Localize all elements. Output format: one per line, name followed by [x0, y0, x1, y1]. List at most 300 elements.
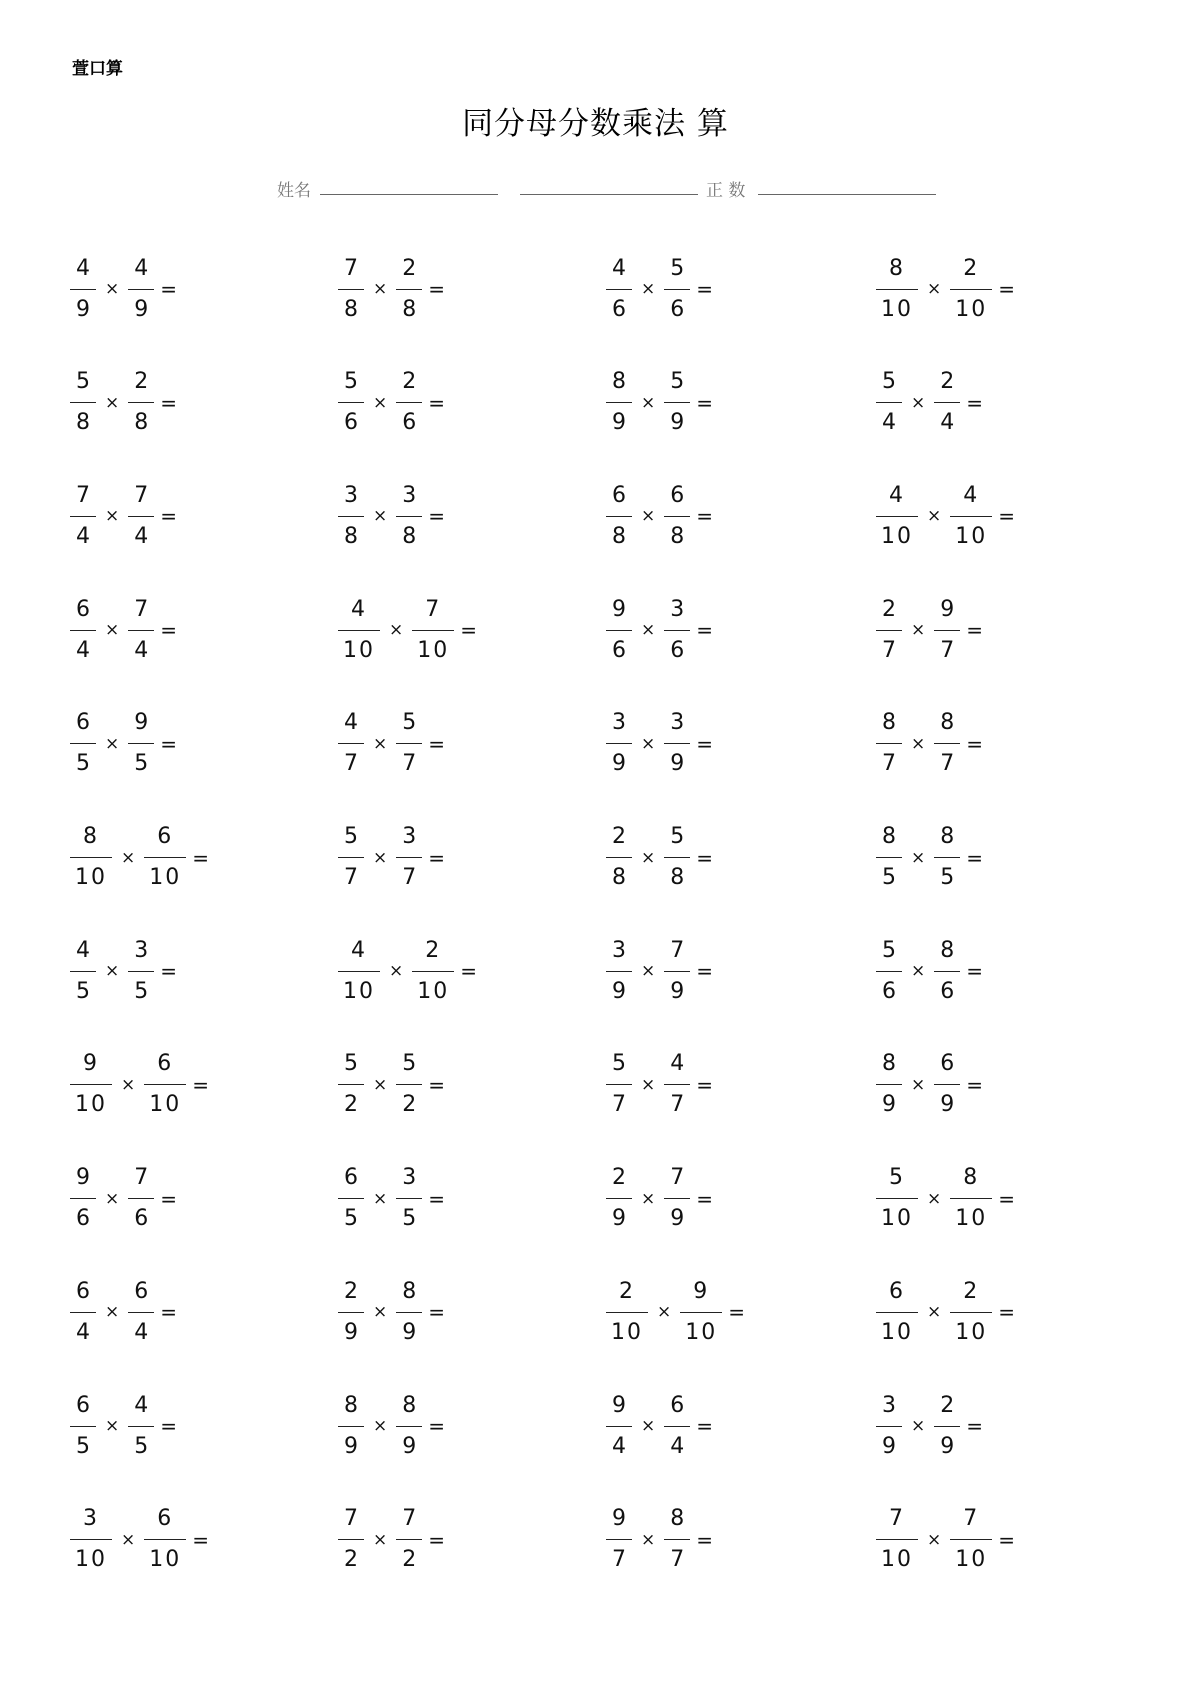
- equals-sign: =: [160, 504, 178, 529]
- fraction-numerator: 5: [889, 1165, 905, 1191]
- multiply-sign: ×: [373, 1188, 388, 1209]
- fraction-numerator: 4: [351, 937, 367, 963]
- fraction-bar: [70, 743, 96, 744]
- fraction-denominator: 9: [402, 1319, 417, 1345]
- fraction-bar: [606, 743, 632, 744]
- fraction-bar: [338, 289, 364, 290]
- problem-item: [338, 1156, 445, 1242]
- first-fraction: [876, 822, 902, 893]
- fraction-denominator: 2: [344, 1092, 358, 1118]
- fraction-numerator: 9: [134, 710, 149, 736]
- equals-sign: =: [160, 390, 178, 415]
- fraction-denominator: 8: [134, 410, 149, 436]
- fraction-numerator: 3: [344, 482, 358, 508]
- fraction-numerator: 9: [940, 596, 955, 622]
- fraction-numerator: 3: [402, 824, 417, 849]
- equals-sign: =: [696, 845, 714, 870]
- fraction-numerator: 6: [612, 482, 626, 508]
- multiply-sign: ×: [105, 506, 120, 527]
- equals-sign: =: [966, 731, 984, 756]
- fraction-numerator: 8: [940, 710, 955, 736]
- fraction-numerator: 4: [344, 710, 358, 736]
- multiply-sign: ×: [911, 1416, 926, 1436]
- fraction-bar: [70, 971, 96, 972]
- fraction-bar: [338, 516, 364, 517]
- equals-sign: =: [696, 390, 714, 415]
- fraction-numerator: 6: [134, 1278, 149, 1304]
- fraction-numerator: 7: [344, 1506, 358, 1532]
- multiply-sign: ×: [641, 1416, 656, 1436]
- first-fraction: [338, 1049, 364, 1120]
- equals-sign: =: [428, 1186, 446, 1211]
- second-fraction: [664, 936, 690, 1007]
- fraction-denominator: 10: [75, 865, 107, 890]
- first-fraction: [876, 1504, 918, 1575]
- second-fraction: [128, 595, 154, 666]
- fraction-denominator: 8: [670, 865, 685, 890]
- worksheet-header-label: 萱口算: [72, 59, 123, 79]
- fraction-bar: [934, 402, 960, 403]
- fraction-bar: [876, 857, 902, 858]
- equals-sign: =: [696, 504, 714, 529]
- fraction-bar: [606, 857, 632, 858]
- fraction-denominator: 5: [134, 1433, 149, 1459]
- multiply-sign: ×: [105, 620, 120, 641]
- problem-item: [70, 587, 177, 673]
- fraction-numerator: 2: [402, 255, 417, 281]
- fraction-denominator: 8: [402, 523, 417, 549]
- problem-item: [338, 928, 477, 1014]
- multiply-sign: ×: [927, 1302, 942, 1323]
- fraction-denominator: 7: [882, 751, 896, 777]
- fraction-denominator: 4: [134, 637, 149, 663]
- problem-item: [876, 1383, 983, 1469]
- student-info-row: [0, 176, 1191, 200]
- second-fraction: [128, 708, 154, 779]
- second-fraction: [128, 1391, 154, 1462]
- fraction-bar: [876, 1539, 918, 1540]
- fraction-denominator: 7: [612, 1092, 626, 1118]
- problem-item: [606, 1497, 713, 1583]
- problem-item: [876, 1497, 1015, 1583]
- fraction-bar: [606, 971, 632, 972]
- problem-item: [876, 473, 1015, 559]
- fraction-numerator: 9: [83, 1051, 99, 1077]
- problem-item: [70, 1269, 177, 1355]
- multiply-sign: ×: [911, 392, 926, 413]
- fraction-numerator: 8: [612, 369, 626, 395]
- fraction-denominator: 6: [670, 637, 685, 663]
- equals-sign: =: [966, 618, 984, 643]
- second-fraction: [128, 1163, 154, 1234]
- fraction-denominator: 10: [611, 1319, 643, 1345]
- multiply-sign: ×: [373, 506, 388, 527]
- problem-item: [338, 473, 445, 559]
- fraction-bar: [396, 289, 422, 290]
- problem-item: [876, 246, 1015, 332]
- second-fraction: [144, 822, 186, 893]
- fraction-numerator: 2: [402, 369, 417, 395]
- fraction-bar: [396, 402, 422, 403]
- equals-sign: =: [728, 1300, 746, 1325]
- first-fraction: [70, 708, 96, 779]
- fraction-numerator: 4: [76, 255, 90, 281]
- fraction-numerator: 3: [670, 596, 685, 622]
- fraction-bar: [412, 971, 454, 972]
- fraction-numerator: 6: [76, 1278, 90, 1304]
- fraction-denominator: 10: [955, 1206, 988, 1232]
- fraction-numerator: 9: [612, 1506, 626, 1532]
- fraction-numerator: 7: [889, 1506, 905, 1532]
- fraction-bar: [876, 971, 902, 972]
- fraction-bar: [664, 402, 690, 403]
- page-title: 同分母分数乘法 算: [462, 106, 729, 142]
- first-fraction: [70, 1504, 112, 1575]
- fraction-bar: [876, 1198, 918, 1199]
- fraction-denominator: 4: [882, 410, 896, 436]
- second-fraction: [396, 1163, 422, 1234]
- problem-item: [70, 815, 209, 901]
- equals-sign: =: [998, 1300, 1016, 1325]
- fraction-numerator: 9: [693, 1278, 710, 1304]
- fraction-denominator: 8: [344, 296, 358, 322]
- fraction-denominator: 6: [402, 410, 417, 436]
- fraction-numerator: 6: [889, 1278, 905, 1304]
- second-fraction: [396, 708, 422, 779]
- problem-item: [338, 815, 445, 901]
- multiply-sign: ×: [641, 1529, 656, 1550]
- first-fraction: [876, 254, 918, 325]
- fraction-denominator: 9: [344, 1319, 358, 1345]
- multiply-sign: ×: [641, 279, 656, 299]
- problem-item: [876, 587, 983, 673]
- fraction-bar: [606, 1198, 632, 1199]
- fraction-denominator: 6: [76, 1206, 90, 1232]
- fraction-denominator: 2: [402, 1547, 417, 1573]
- multiply-sign: ×: [105, 1188, 120, 1209]
- fraction-numerator: 4: [612, 255, 626, 281]
- fraction-denominator: 4: [612, 1433, 626, 1459]
- multiply-sign: ×: [105, 279, 120, 299]
- fraction-bar: [606, 630, 632, 631]
- fraction-numerator: 2: [963, 255, 980, 281]
- second-fraction: [680, 1277, 722, 1348]
- fraction-denominator: 10: [149, 1092, 182, 1118]
- fraction-bar: [396, 1312, 422, 1313]
- fraction-numerator: 4: [670, 1051, 685, 1077]
- multiply-sign: ×: [641, 847, 656, 868]
- second-fraction: [950, 1277, 992, 1348]
- equals-sign: =: [192, 845, 210, 870]
- first-fraction: [338, 367, 364, 438]
- first-fraction: [338, 254, 364, 325]
- fraction-bar: [606, 1084, 632, 1085]
- second-fraction: [396, 367, 422, 438]
- problem-item: [876, 1156, 1015, 1242]
- second-fraction: [934, 1391, 960, 1462]
- fraction-bar: [664, 1539, 690, 1540]
- fraction-bar: [606, 1426, 632, 1427]
- fraction-bar: [950, 1312, 992, 1313]
- second-fraction: [664, 254, 690, 325]
- fraction-denominator: 6: [612, 296, 626, 322]
- fraction-numerator: 5: [344, 369, 358, 395]
- fraction-denominator: 7: [670, 1092, 685, 1118]
- fraction-numerator: 3: [882, 1392, 896, 1418]
- fraction-denominator: 6: [882, 978, 896, 1004]
- fraction-numerator: 2: [882, 596, 896, 622]
- fraction-numerator: 6: [344, 1165, 358, 1191]
- fraction-numerator: 8: [882, 710, 896, 736]
- first-fraction: [606, 822, 632, 893]
- fraction-numerator: 7: [344, 255, 358, 281]
- second-fraction: [128, 1277, 154, 1348]
- second-fraction: [950, 254, 992, 325]
- multiply-sign: ×: [105, 392, 120, 413]
- first-fraction: [338, 936, 380, 1007]
- fraction-denominator: 5: [134, 751, 149, 777]
- fraction-denominator: 10: [685, 1319, 718, 1345]
- fraction-numerator: 6: [157, 1506, 174, 1532]
- equals-sign: =: [160, 1300, 178, 1325]
- fraction-numerator: 8: [940, 824, 955, 849]
- problem-item: [606, 1269, 745, 1355]
- fraction-numerator: 4: [134, 255, 149, 281]
- first-fraction: [338, 822, 364, 893]
- fraction-bar: [934, 630, 960, 631]
- multiply-sign: ×: [927, 1188, 942, 1209]
- problem-item: [606, 928, 713, 1014]
- fraction-denominator: 10: [343, 637, 375, 663]
- fraction-numerator: 8: [889, 255, 905, 281]
- fraction-bar: [664, 743, 690, 744]
- equals-sign: =: [966, 959, 984, 984]
- fraction-denominator: 9: [940, 1433, 955, 1459]
- multiply-sign: ×: [121, 847, 136, 868]
- first-fraction: [606, 708, 632, 779]
- equals-sign: =: [428, 390, 446, 415]
- fraction-denominator: 9: [344, 1433, 358, 1459]
- second-fraction: [664, 1049, 690, 1120]
- fraction-denominator: 5: [76, 751, 90, 777]
- fraction-numerator: 2: [963, 1278, 980, 1304]
- fraction-numerator: 6: [76, 710, 90, 736]
- fraction-denominator: 9: [670, 410, 685, 436]
- multiply-sign: ×: [105, 733, 120, 754]
- equals-sign: =: [696, 277, 714, 301]
- fraction-denominator: 10: [417, 978, 450, 1004]
- fraction-bar: [876, 1426, 902, 1427]
- fraction-numerator: 7: [134, 596, 149, 622]
- multiply-sign: ×: [105, 961, 120, 982]
- fraction-numerator: 6: [157, 824, 174, 849]
- problem-item: [876, 1042, 983, 1128]
- fraction-bar: [70, 857, 112, 858]
- fraction-bar: [664, 971, 690, 972]
- fraction-bar: [664, 516, 690, 517]
- fraction-bar: [876, 516, 918, 517]
- fraction-bar: [144, 1084, 186, 1085]
- equals-sign: =: [428, 504, 446, 529]
- fraction-bar: [70, 1426, 96, 1427]
- fraction-numerator: 7: [134, 1165, 149, 1191]
- equals-sign: =: [428, 1072, 446, 1097]
- fraction-denominator: 7: [344, 865, 358, 890]
- second-fraction: [396, 481, 422, 552]
- fraction-bar: [338, 857, 364, 858]
- first-fraction: [70, 1391, 96, 1462]
- name-field-line[interactable]: [320, 194, 498, 195]
- equals-sign: =: [696, 731, 714, 756]
- fraction-denominator: 5: [940, 865, 955, 890]
- first-fraction: [70, 367, 96, 438]
- fraction-denominator: 10: [149, 865, 182, 890]
- fraction-denominator: 8: [402, 296, 417, 322]
- fraction-bar: [128, 743, 154, 744]
- problem-item: [606, 1156, 713, 1242]
- fraction-bar: [70, 289, 96, 290]
- fraction-bar: [396, 1426, 422, 1427]
- first-fraction: [70, 254, 96, 325]
- fraction-numerator: 5: [882, 369, 896, 395]
- multiply-sign: ×: [389, 620, 404, 641]
- fraction-numerator: 4: [889, 482, 905, 508]
- multiply-sign: ×: [911, 847, 926, 868]
- second-fraction: [934, 595, 960, 666]
- second-fraction: [144, 1049, 186, 1120]
- fraction-numerator: 9: [612, 596, 626, 622]
- multiply-sign: ×: [373, 1416, 388, 1436]
- fraction-numerator: 7: [670, 1165, 685, 1191]
- fraction-bar: [934, 1084, 960, 1085]
- fraction-denominator: 7: [402, 751, 417, 777]
- score-field-line-left[interactable]: [520, 194, 698, 195]
- multiply-sign: ×: [373, 733, 388, 754]
- equals-sign: =: [966, 390, 984, 415]
- fraction-denominator: 6: [344, 410, 358, 436]
- fraction-bar: [338, 743, 364, 744]
- fraction-denominator: 6: [670, 296, 685, 322]
- multiply-sign: ×: [641, 961, 656, 982]
- fraction-numerator: 3: [670, 710, 685, 736]
- second-fraction: [396, 822, 422, 893]
- second-fraction: [412, 936, 454, 1007]
- fraction-numerator: 6: [76, 1392, 90, 1418]
- equals-sign: =: [966, 1414, 984, 1438]
- fraction-denominator: 6: [134, 1206, 149, 1232]
- fraction-denominator: 8: [670, 523, 685, 549]
- fraction-denominator: 9: [882, 1092, 896, 1118]
- fraction-numerator: 2: [134, 369, 149, 395]
- first-fraction: [606, 1163, 632, 1234]
- fraction-numerator: 5: [402, 1051, 417, 1077]
- fraction-denominator: 10: [149, 1547, 182, 1573]
- multiply-sign: ×: [641, 506, 656, 527]
- equals-sign: =: [428, 731, 446, 756]
- fraction-numerator: 4: [963, 482, 980, 508]
- fraction-denominator: 9: [612, 978, 626, 1004]
- fraction-numerator: 5: [882, 937, 896, 963]
- problem-item: [338, 246, 445, 332]
- fraction-numerator: 2: [612, 824, 626, 849]
- fraction-denominator: 4: [940, 410, 955, 436]
- fraction-bar: [606, 516, 632, 517]
- fraction-denominator: 10: [75, 1547, 107, 1573]
- first-fraction: [876, 1049, 902, 1120]
- equals-sign: =: [192, 1072, 210, 1097]
- fraction-bar: [876, 402, 902, 403]
- fraction-numerator: 5: [344, 1051, 358, 1077]
- fraction-numerator: 2: [940, 1392, 955, 1418]
- multiply-sign: ×: [373, 279, 388, 299]
- fraction-numerator: 8: [402, 1278, 417, 1304]
- fraction-denominator: 8: [76, 410, 90, 436]
- first-fraction: [338, 1504, 364, 1575]
- problem-item: [876, 701, 983, 787]
- second-fraction: [664, 708, 690, 779]
- equals-sign: =: [160, 618, 178, 643]
- second-fraction: [664, 595, 690, 666]
- first-fraction: [606, 481, 632, 552]
- fraction-numerator: 4: [76, 937, 90, 963]
- multiply-sign: ×: [657, 1302, 672, 1323]
- problem-item: [338, 587, 477, 673]
- second-fraction: [664, 1163, 690, 1234]
- multiply-sign: ×: [911, 733, 926, 754]
- score-field-line[interactable]: [758, 194, 936, 195]
- fraction-denominator: 9: [670, 1206, 685, 1232]
- equals-sign: =: [696, 1527, 714, 1552]
- fraction-numerator: 2: [940, 369, 955, 395]
- fraction-numerator: 7: [134, 482, 149, 508]
- multiply-sign: ×: [641, 392, 656, 413]
- multiply-sign: ×: [927, 506, 942, 527]
- problem-item: [606, 1042, 713, 1128]
- problem-item: [606, 815, 713, 901]
- fraction-bar: [128, 1198, 154, 1199]
- fraction-bar: [70, 402, 96, 403]
- equals-sign: =: [428, 1300, 446, 1325]
- fraction-numerator: 6: [670, 482, 685, 508]
- first-fraction: [876, 595, 902, 666]
- score-label: 正 数: [706, 181, 746, 201]
- fraction-bar: [338, 1539, 364, 1540]
- equals-sign: =: [998, 504, 1016, 529]
- problem-item: [70, 1156, 177, 1242]
- fraction-denominator: 5: [882, 865, 896, 890]
- fraction-numerator: 8: [402, 1392, 417, 1418]
- fraction-bar: [680, 1312, 722, 1313]
- problem-item: [606, 587, 713, 673]
- second-fraction: [934, 1049, 960, 1120]
- fraction-bar: [128, 1426, 154, 1427]
- problem-item: [876, 815, 983, 901]
- fraction-bar: [412, 630, 454, 631]
- multiply-sign: ×: [927, 279, 942, 299]
- first-fraction: [70, 936, 96, 1007]
- fraction-numerator: 4: [134, 1392, 149, 1418]
- first-fraction: [876, 1163, 918, 1234]
- fraction-denominator: 10: [955, 523, 988, 549]
- second-fraction: [664, 367, 690, 438]
- fraction-numerator: 2: [344, 1278, 358, 1304]
- first-fraction: [606, 1277, 648, 1348]
- fraction-numerator: 8: [344, 1392, 358, 1418]
- fraction-numerator: 9: [612, 1392, 626, 1418]
- fraction-denominator: 5: [344, 1206, 358, 1232]
- problem-item: [606, 473, 713, 559]
- second-fraction: [396, 1277, 422, 1348]
